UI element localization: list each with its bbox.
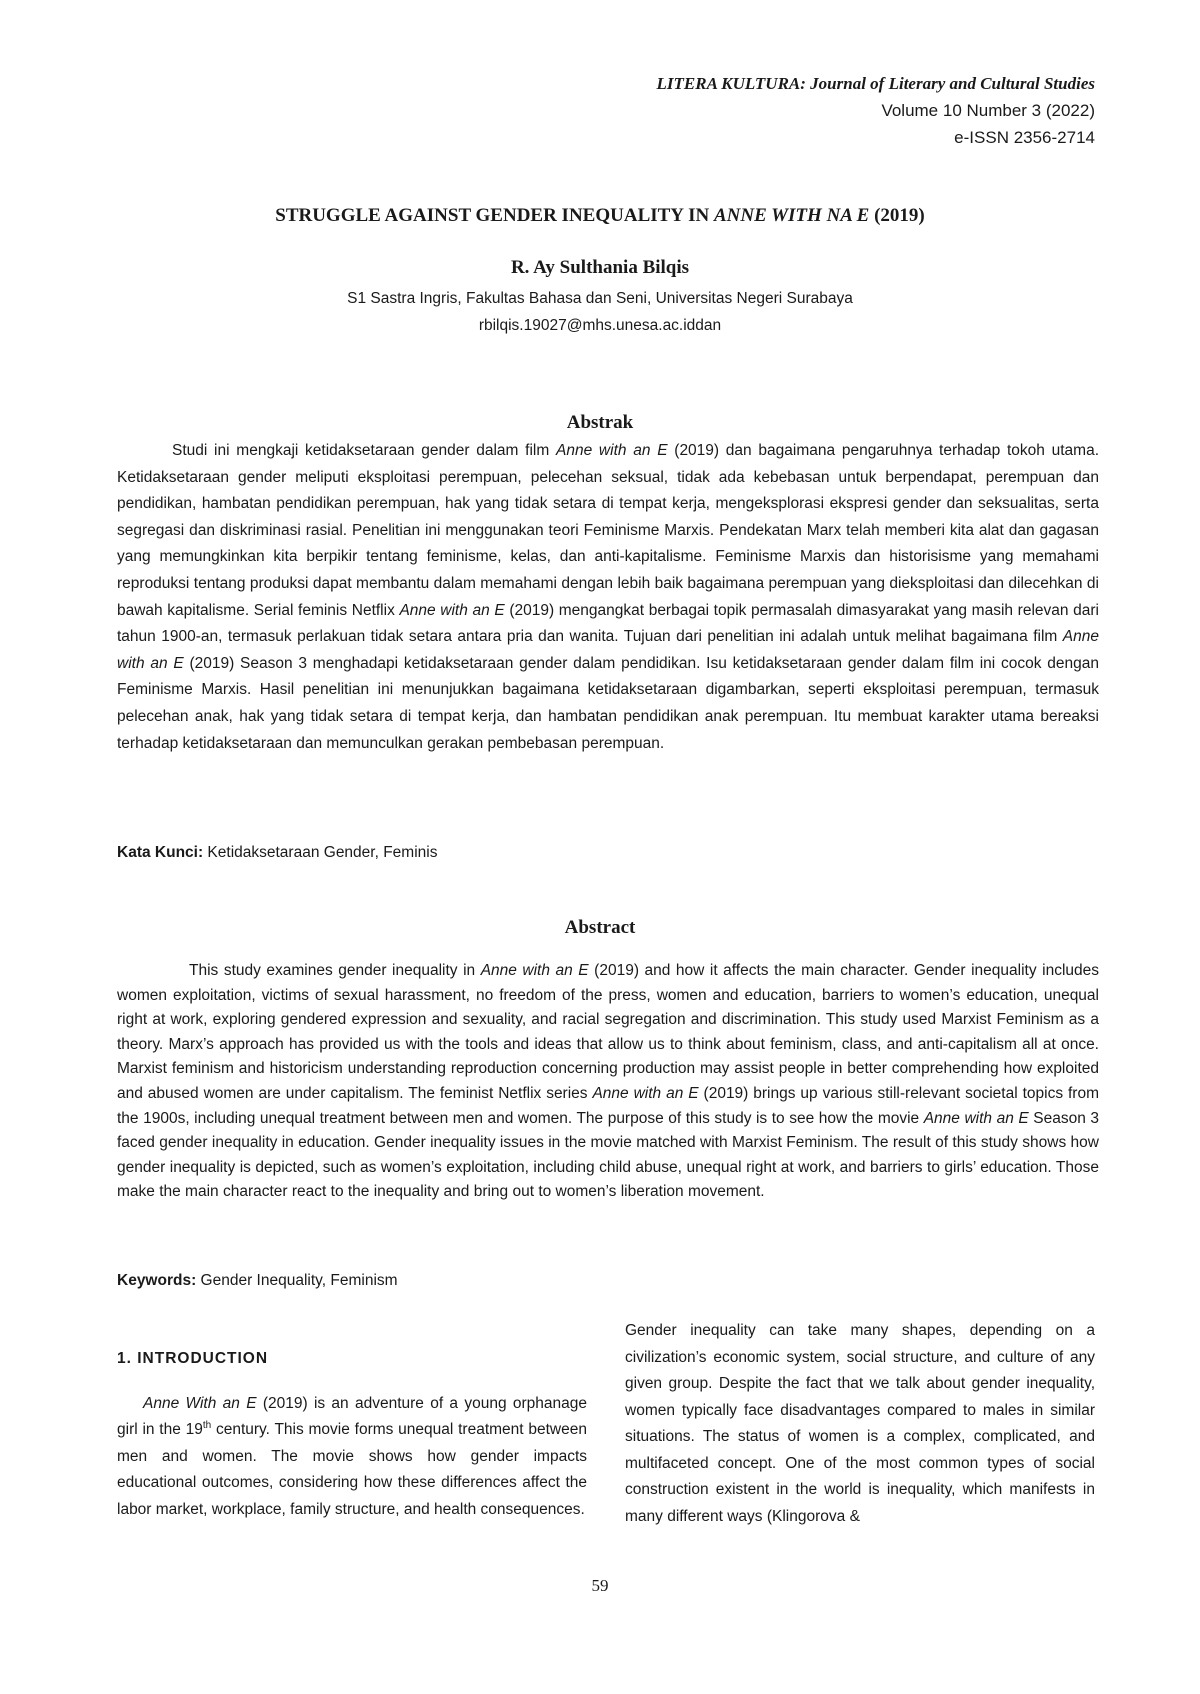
- abstrak-text-2: (2019) dan bagaimana pengaruhnya terhadap tokoh utama. Ketidaksetaraan gender meliputi eksploitasi perempuan, pelecehan seksual, tidak ada kebebasan untuk berpendapat, perempuan dan pendidikan, hambatan pendidikan perempuan, hak yang tidak setara di tempat kerja, mengeksplorasi ekspresi gender dan seksualitas, serta segregasi dan diskriminasi rasial. Penelitian ini menggunakan teori Feminisme Marxis. Pendekatan Marx telah memberi kita alat dan gagasan yang memungkinkan kita berpikir tentang feminisme, kelas, dan anti-kapitalisme. Feminisme Marxis dan historisisme yang memahami reproduksi tentang produksi dapat membantu dalam memahami dengan lebih baik bagaimana perempuan yang dieksploitasi dan dilecehkan di bawah kapitalisme. Serial feminis Netflix: [117, 442, 1100, 619]
- abstract-keywords-label: Keywords:: [117, 1272, 197, 1289]
- right-column: [625, 1318, 1095, 1530]
- abstrak-heading: Abstrak: [566, 412, 634, 433]
- author-email: rbilqis.19027@mhs.unesa.ac.iddan: [478, 317, 722, 334]
- page-number: 59: [591, 1576, 609, 1595]
- abstract-text-2: (2019) and how it affects the main character. Gender inequality includes women exploitation, victims of sexual harassment, no freedom of the press, women and education, barriers to women’s education, unequal right at work, exploring gendered expression and sexuality, and racial segregation and discrimination. This study used Marxist Feminism as a theory. Marx’s approach has provided us with the tools and ideas that allow us to think about feminism, class, and anti-capitalism all at once. Marxist feminism and historicism understanding reproduction concerning production may assist people in better comprehending how exploited and abused women are under capitalism. The feminist Netflix series: [117, 962, 1099, 1102]
- author-name: R. Ay Sulthania Bilqis: [510, 257, 690, 278]
- abstrak-text-1: Studi ini mengkaji ketidaksetaraan gender dalam film: [172, 442, 556, 459]
- title-text: STRUGGLE AGAINST GENDER INEQUALITY IN: [275, 205, 714, 226]
- abstract-film-2: Anne with an E: [592, 1084, 699, 1102]
- section-heading-introduction: 1. INTRODUCTION: [117, 1350, 269, 1367]
- journal-name: LITERA KULTURA: Journal of Literary and Cultural Studies: [656, 74, 1095, 93]
- abstract-heading: Abstract: [564, 917, 636, 938]
- title-year: (2019): [869, 205, 925, 226]
- abstrak-paragraph: [117, 438, 1099, 757]
- intro-paragraph: [117, 1391, 587, 1524]
- abstract-keywords-text: Gender Inequality, Feminism: [196, 1272, 398, 1289]
- author-affiliation: S1 Sastra Ingris, Fakultas Bahasa dan Seni, Universitas Negeri Surabaya: [347, 290, 853, 307]
- left-column: [117, 1346, 587, 1523]
- journal-header: [657, 70, 1095, 151]
- abstract-keywords: [117, 1272, 1099, 1290]
- abstract-film-3: Anne with an E: [923, 1109, 1029, 1127]
- abstract-body: [117, 959, 1099, 1205]
- journal-issn: e-ISSN 2356-2714: [954, 128, 1095, 147]
- intro-text-1: (2019) is an adventure of a young orphanage girl in the 19: [117, 1394, 588, 1438]
- paper-title: [0, 205, 1200, 227]
- abstract-text-1: This study examines gender inequality in: [189, 962, 481, 979]
- abstract-text-4: Season 3 faced gender inequality in education. Gender inequality issues in the movie matched with Marxist Feminism. The result of this study shows how gender inequality is depicted, such as women’s exploitation, including child abuse, unequal right at work, and barriers to girls’ education. Those make the main character react to the inequality and bring out to women’s liberation movement.: [117, 1109, 1099, 1201]
- abstrak-text-3: (2019) mengangkat berbagai topik permasalah dimasyarakat yang masih relevan dari tahun 1900-an, termasuk perlakuan tidak setara antara pria dan wanita. Tujuan dari penelitian ini adalah untuk melihat bagaimana film: [117, 601, 1099, 646]
- abstrak-keywords: [117, 844, 1099, 862]
- journal-volume: Volume 10 Number 3 (2022): [881, 101, 1095, 120]
- abstrak-film-2: Anne with an E: [399, 601, 505, 619]
- abstrak-film-1: Anne with an E: [556, 442, 668, 459]
- intro-film-title: Anne With an E: [143, 1394, 257, 1412]
- abstrak-keywords-text: Ketidaksetaraan Gender, Feminis: [203, 844, 438, 861]
- abstrak-body: [117, 438, 1099, 757]
- author-affiliation-block: [0, 285, 1200, 339]
- intro-text-2: century. This movie forms unequal treatment between men and women. The movie shows how gender impacts educational outcomes, considering how these differences affect the labor market, workplace, family structure, and health consequences.: [117, 1421, 587, 1518]
- abstrak-keywords-label: Kata Kunci:: [117, 844, 204, 861]
- abstrak-text-4: (2019) Season 3 menghadapi ketidaksetaraan gender dalam pendidikan. Isu ketidaksetaraan gender dalam film ini cocok dengan Feminisme Marxis. Hasil penelitian ini menunjukkan bagaimana ketidaksetaraan digambarkan, seperti eksploitasi perempuan, termasuk pelecehan anak, hak yang tidak setara di tempat kerja, dan hambatan pendidikan anak perempuan. Itu membuat karakter utama bereaksi terhadap ketidaksetaraan dan memunculkan gerakan pembebasan perempuan.: [117, 654, 1100, 752]
- abstract-film-1: Anne with an E: [480, 962, 589, 979]
- abstrak-film-3: Anne with an E: [117, 628, 1099, 672]
- abstract-paragraph: [117, 959, 1099, 1205]
- intro-superscript: th: [202, 1419, 212, 1431]
- abstract-text-3: (2019) brings up various still-relevant societal topics from the 1900s, including unequal treatment between men and women. The purpose of this study is to see how the movie: [117, 1084, 1100, 1127]
- intro-right-paragraph: Gender inequality can take many shapes, depending on a civilization’s economic system, social structure, and culture of any given group. Despite the fact that we talk about gender inequality, women typically face disadvantages compared to males in similar situations. The status of women is a complex, complicated, and multifaceted concept. One of the most common types of social construction existent in the world is inequality, which manifests in many different ways (Klingorova &: [625, 1322, 1095, 1525]
- title-film: ANNE WITH NA E: [713, 205, 870, 226]
